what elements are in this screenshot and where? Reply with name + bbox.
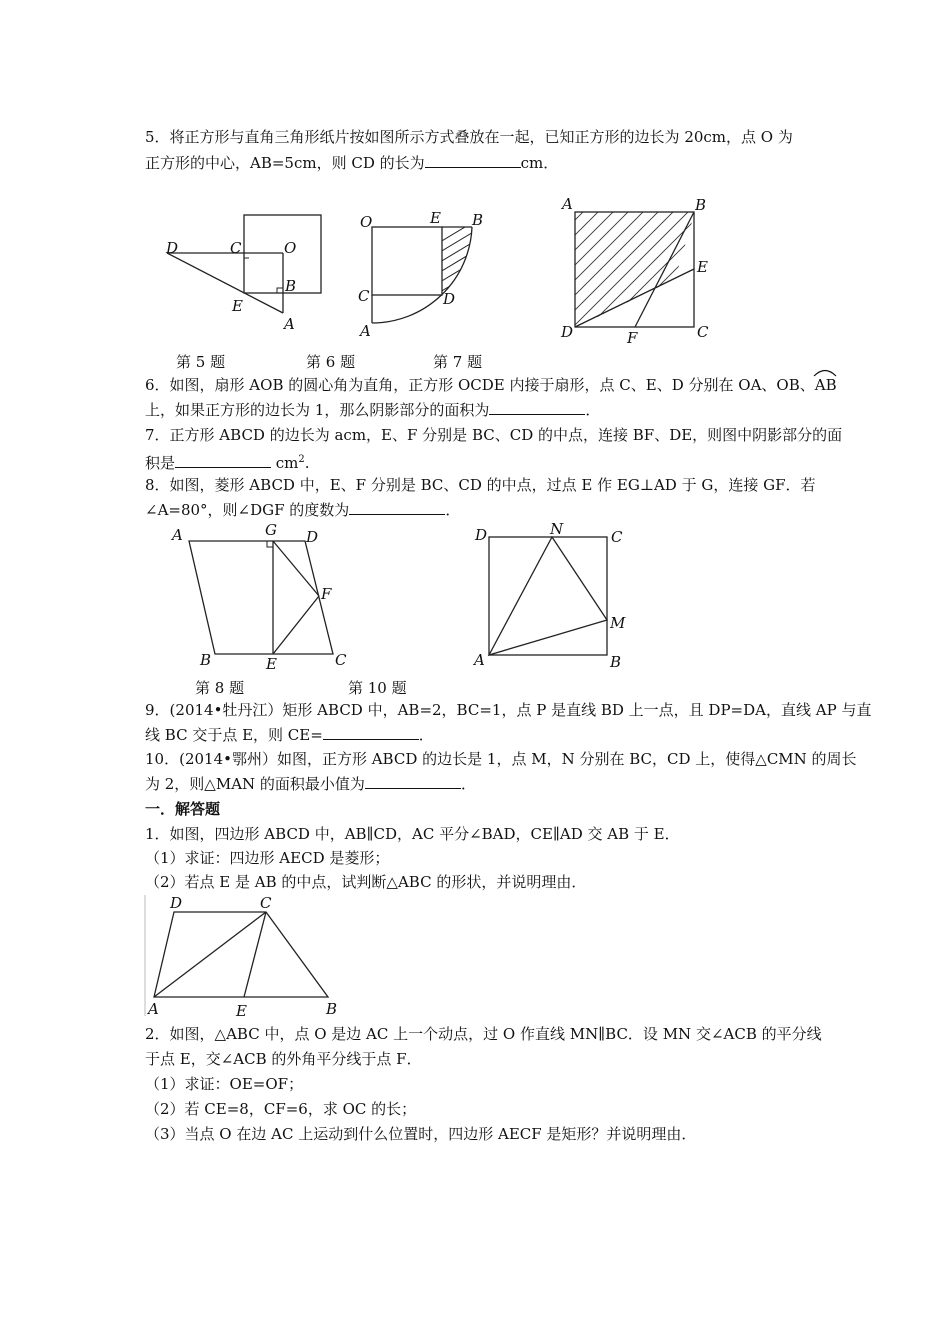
arc-ab-label: AB [814, 376, 837, 394]
fig5-label-E: E [232, 297, 243, 315]
fig7-label-A: A [562, 195, 573, 213]
problem-7-line-2 [145, 450, 310, 473]
q1fig-label-C: C [260, 894, 272, 912]
figure-10 [470, 520, 640, 675]
caption-fig10: 第 10 题 [348, 679, 407, 697]
q1-part1: （1）求证：四边形 AECD 是菱形； [145, 849, 390, 867]
fig8-label-C: C [335, 651, 347, 669]
caption-fig7: 第 7 题 [433, 353, 483, 371]
fig8-label-F: F [321, 585, 332, 603]
q2-part1: （1）求证：OE=OF； [145, 1075, 304, 1093]
fig10-label-A: A [474, 651, 485, 669]
fig7-label-D: D [561, 323, 574, 341]
q2-stem-2: 于点 E，交∠ACB 的外角平分线于点 F． [145, 1050, 422, 1068]
figure-q1 [140, 892, 350, 1022]
fig7-label-E: E [697, 258, 708, 276]
q2-part3: （3）当点 O 在边 AC 上运动到什么位置时，四边形 AECF 是矩形？并说明理由． [145, 1125, 697, 1143]
fig6-label-A: A [360, 322, 371, 340]
q1-part2: （2）若点 E 是 AB 的中点，试判断△ABC 的形状，并说明理由． [145, 873, 587, 891]
figure-6 [355, 205, 495, 345]
problem-8-line-2 [145, 500, 460, 520]
fig10-label-N: N [550, 520, 564, 538]
fig8-label-E: E [266, 655, 277, 673]
fig5-label-C: C [230, 239, 242, 257]
problem-9-line-1: 9．(2014•牡丹江）矩形 ABCD 中，AB=2，BC=1，点 P 是直线 BD 上一点，且 DP=DA，直线 AP 与直 [145, 701, 872, 719]
fig8-label-D: D [306, 528, 319, 546]
figure-5 [160, 205, 335, 340]
figure-8 [165, 520, 365, 675]
problem-8-line-1: 8．如图，菱形 ABCD 中，E、F 分别是 BC、CD 的中点，过点 E 作 EG⊥AD 于 G，连接 GF．若 [145, 476, 816, 494]
problem-5-unit: cm． [520, 154, 559, 172]
caption-fig6: 第 6 题 [306, 353, 356, 371]
answer-blank-10[interactable] [365, 774, 461, 789]
problem-10-end: ． [460, 775, 476, 793]
problem-9-line-2 [145, 725, 434, 745]
problem-8-end: ． [445, 501, 461, 519]
fig6-label-E: E [430, 209, 441, 227]
problem-5-line-1: 5．将正方形与直角三角形纸片按如图所示方式叠放在一起，已知正方形的边长为 20cm，点 O 为 [145, 128, 793, 146]
problem-10-text: 为 2，则△MAN 的面积最小值为 [145, 775, 365, 793]
problem-7-text: 积是 [145, 454, 176, 472]
figure-7 [555, 195, 725, 345]
problem-7-end: . [304, 454, 310, 472]
caption-fig5: 第 5 题 [176, 353, 226, 371]
answer-blank-6[interactable] [489, 400, 585, 415]
arc-ab-symbol [815, 375, 837, 395]
problem-6-line-1 [145, 375, 837, 395]
answer-blank-5[interactable] [425, 153, 521, 168]
q1fig-label-B: B [326, 1000, 338, 1018]
q1-stem: 1．如图，四边形 ABCD 中，AB∥CD，AC 平分∠BAD，CE∥AD 交 AB 于 E． [145, 825, 680, 843]
fig5-label-A: A [284, 315, 295, 333]
problem-6-end: ． [585, 401, 601, 419]
fig8-label-B: B [200, 651, 212, 669]
fig10-label-M: M [610, 614, 626, 632]
answer-blank-9[interactable] [323, 725, 419, 740]
problem-9-text: 线 BC 交于点 E，则 CE= [145, 726, 323, 744]
fig7-label-B: B [695, 196, 707, 214]
section-title: 一．解答题 [145, 800, 221, 818]
answer-blank-8[interactable] [349, 500, 445, 515]
caption-fig8: 第 8 题 [195, 679, 245, 697]
problem-7-sup: 2 [298, 454, 305, 465]
fig10-label-C: C [611, 528, 623, 546]
fig5-label-O: O [284, 239, 297, 257]
problem-5-line-2 [145, 153, 558, 173]
problem-8-text: ∠A=80°，则∠DGF 的度数为 [145, 501, 350, 519]
q1fig-label-A: A [148, 1000, 159, 1018]
fig5-label-D: D [166, 239, 179, 257]
fig7-label-F: F [627, 329, 638, 347]
q2-stem-1: 2．如图，△ABC 中，点 O 是边 AC 上一个动点，过 O 作直线 MN∥BC．设 MN 交∠ACB 的平分线 [145, 1025, 822, 1043]
problem-5-text: 正方形的中心，AB=5cm，则 CD 的长为 [145, 154, 425, 172]
problem-9-end: ． [418, 726, 434, 744]
fig10-label-D: D [475, 526, 488, 544]
fig7-label-C: C [697, 323, 709, 341]
fig6-label-O: O [360, 213, 373, 231]
fig8-label-G: G [265, 521, 277, 539]
q1fig-label-D: D [170, 894, 183, 912]
fig6-label-D: D [443, 290, 456, 308]
problem-7-unit: cm [271, 454, 299, 472]
fig6-label-B: B [472, 211, 484, 229]
problem-10-line-2 [145, 774, 476, 794]
fig6-label-C: C [358, 287, 370, 305]
q1fig-label-E: E [236, 1002, 247, 1020]
answer-blank-7[interactable] [175, 453, 271, 468]
problem-6-line-2 [145, 400, 600, 420]
fig5-label-B: B [285, 277, 297, 295]
problem-6-text: 6．如图，扇形 AOB 的圆心角为直角，正方形 OCDE 内接于扇形，点 C、E、D 分别在 OA、OB、 [145, 376, 815, 394]
q2-part2: （2）若 CE=8，CF=6，求 OC 的长； [145, 1100, 417, 1118]
problem-6-text-2: 上，如果正方形的边长为 1，那么阴影部分的面积为 [145, 401, 490, 419]
fig10-label-B: B [610, 653, 622, 671]
problem-7-line-1: 7．正方形 ABCD 的边长为 acm，E、F 分别是 BC、CD 的中点，连接 BF、DE，则图中阴影部分的面 [145, 426, 843, 444]
fig8-label-A: A [172, 526, 183, 544]
problem-10-line-1: 10．(2014•鄂州）如图，正方形 ABCD 的边长是 1，点 M，N 分别在 BC，CD 上，使得△CMN 的周长 [145, 750, 857, 768]
